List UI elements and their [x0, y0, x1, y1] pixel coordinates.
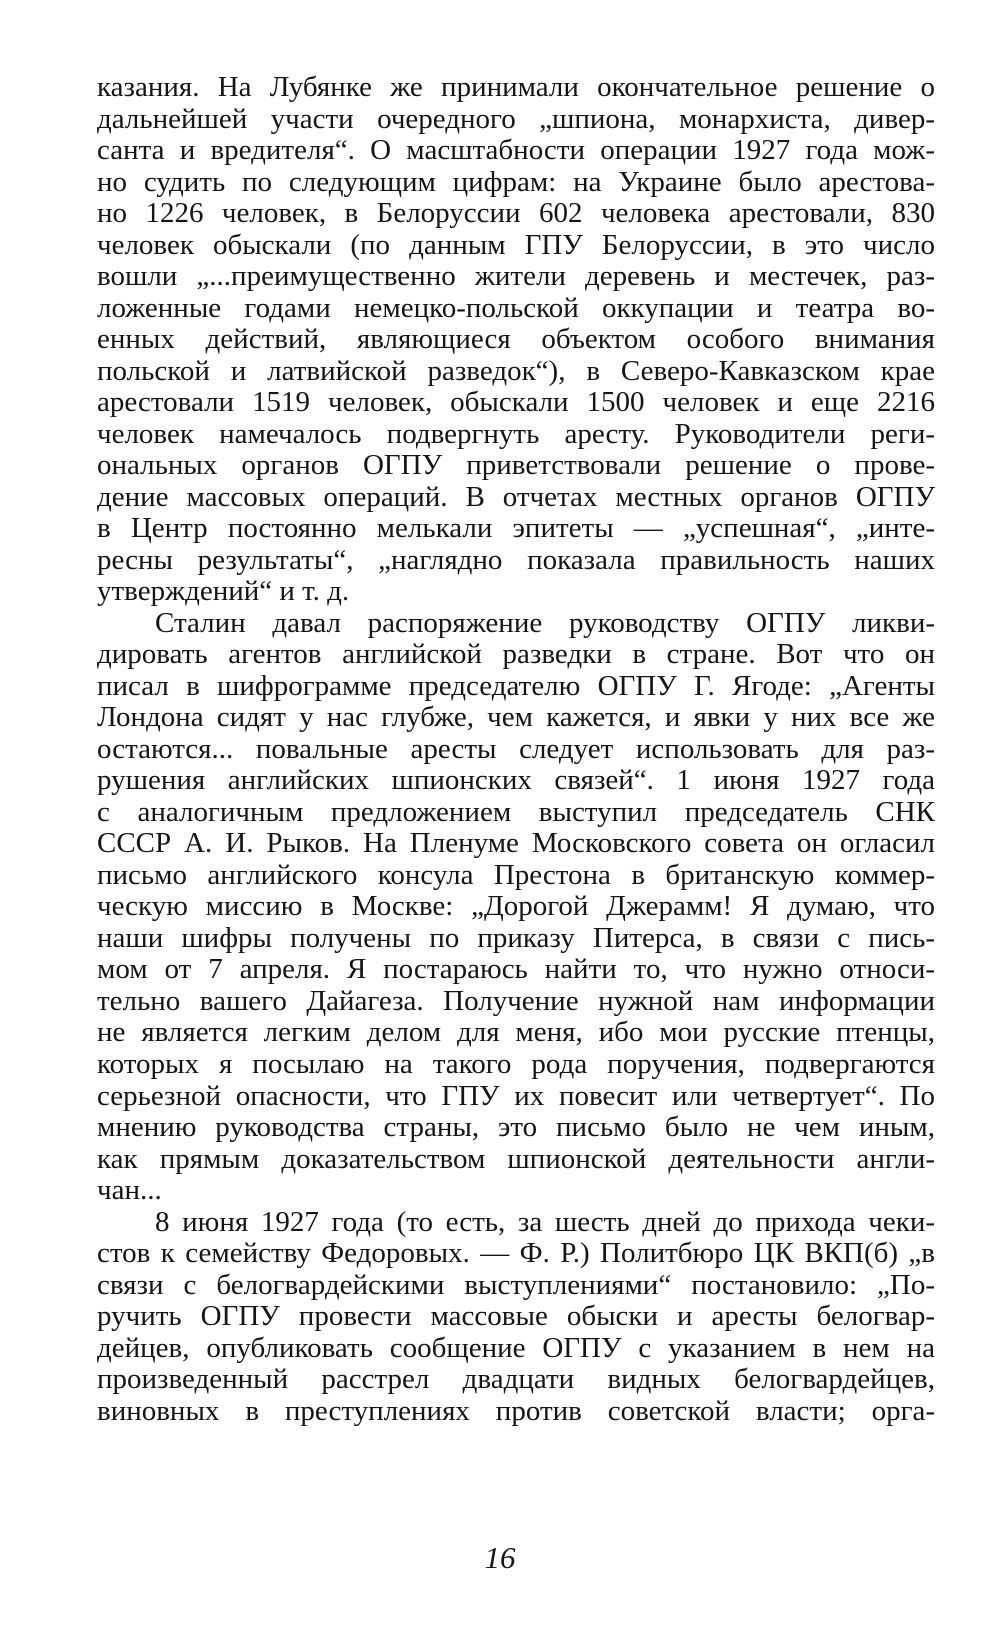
text-line: но судить по следующим цифрам: на Украине было арестова- [97, 166, 935, 198]
paragraph-2 [97, 608, 935, 1207]
text-line: 8 июня 1927 года (то есть, за шесть дней до прихода чеки- [155, 1206, 935, 1238]
text-line: с аналогичным предложением выступил председатель СНК [97, 796, 935, 828]
paragraph-3 [97, 1207, 935, 1428]
text-line: но 1226 человек, в Белоруссии 602 человека арестовали, 830 [97, 198, 935, 230]
text-line: письмо английского консула Престона в британскую коммер- [97, 859, 935, 891]
text-line: произведенный расстрел двадцати видных белогвардейцев, [97, 1364, 935, 1396]
text-line: писал в шифрограмме председателю ОГПУ Г. Ягоде: „Агенты [97, 670, 935, 702]
text-line: как прямым доказательством шпионской деятельности англи- [97, 1143, 935, 1175]
text-line: остаются... повальные аресты следует использовать для раз- [97, 733, 935, 765]
text-line: наши шифры получены по приказу Питерса, в связи с пись- [97, 922, 935, 954]
text-line: человек обыскали (по данным ГПУ Белоруссии, в это число [97, 229, 935, 261]
text-line: связи с белогвардейскими выступлениями“ постановило: „По- [97, 1269, 935, 1301]
text-line: Лондона сидят у нас глубже, чем кажется, и явки у них все же [97, 702, 935, 734]
text-line: ческую миссию в Москве: „Дорогой Джерамм! Я думаю, что [97, 891, 935, 923]
text-line: не является легким делом для меня, ибо мои русские птенцы, [97, 1017, 935, 1049]
text-line: чан... [97, 1175, 162, 1207]
text-line: мом от 7 апреля. Я постараюсь найти то, что нужно относи- [97, 954, 935, 986]
page-number: 16 [484, 1540, 516, 1575]
text-line: серьезной опасности, что ГПУ их повесит или четвертует“. По [97, 1080, 935, 1112]
text-line: дение массовых операций. В отчетах местных органов ОГПУ [97, 481, 935, 513]
text-line: санта и вредителя“. О масштабности операции 1927 года мож- [97, 135, 935, 167]
text-line: польской и латвийской разведок“), в Северо-Кавказском крае [97, 355, 935, 387]
text-line: мнению руководства страны, это письмо было не чем иным, [97, 1112, 935, 1144]
text-line: вошли „...преимущественно жители деревень и местечек, раз- [97, 261, 935, 293]
text-line: дировать агентов английской разведки в стране. Вот что он [97, 639, 935, 671]
text-line: ональных органов ОГПУ приветствовали решение о прове- [97, 450, 935, 482]
text-line: казания. На Лубянке же принимали окончательное решение о [97, 72, 935, 103]
text-line: ложенные годами немецко-польской оккупации и театра во- [97, 292, 935, 324]
text-line: тельно вашего Дайагеза. Получение нужной нам информации [97, 985, 935, 1017]
text-line: ручить ОГПУ провести массовые обыски и аресты белогвар- [97, 1301, 935, 1333]
text-line: которых я посылаю на такого рода поручения, подвергаются [97, 1048, 935, 1080]
text-line: СССР А. И. Рыков. На Пленуме Московского совета он огласил [97, 828, 935, 860]
text-line: ресны результаты“, „наглядно показала правильность наших [97, 544, 935, 576]
text-line: Сталин давал распоряжение руководству ОГПУ ликви- [155, 607, 935, 639]
text-line: утверждений“ и т. д. [97, 576, 350, 608]
text-line: стов к семейству Федоровых. — Ф. Р.) Политбюро ЦК ВКП(б) „в [97, 1238, 935, 1270]
text-line: дейцев, опубликовать сообщение ОГПУ с указанием в нем на [97, 1332, 935, 1364]
page-text [97, 72, 935, 1427]
text-line: виновных в преступлениях против советской власти; орга- [97, 1395, 935, 1427]
text-line: человек намечалось подвергнуть аресту. Руководители реги- [97, 418, 935, 450]
text-line: арестовали 1519 человек, обыскали 1500 человек и еще 2216 [97, 387, 935, 419]
text-line: в Центр постоянно мелькали эпитеты — „успешная“, „инте- [97, 513, 935, 545]
text-line: дальнейшей участи очередного „шпиона, монархиста, дивер- [97, 103, 935, 135]
text-line: рушения английских шпионских связей“. 1 июня 1927 года [97, 765, 935, 797]
paragraph-1 [97, 72, 935, 608]
text-line: енных действий, являющиеся объектом особого внимания [97, 324, 935, 356]
